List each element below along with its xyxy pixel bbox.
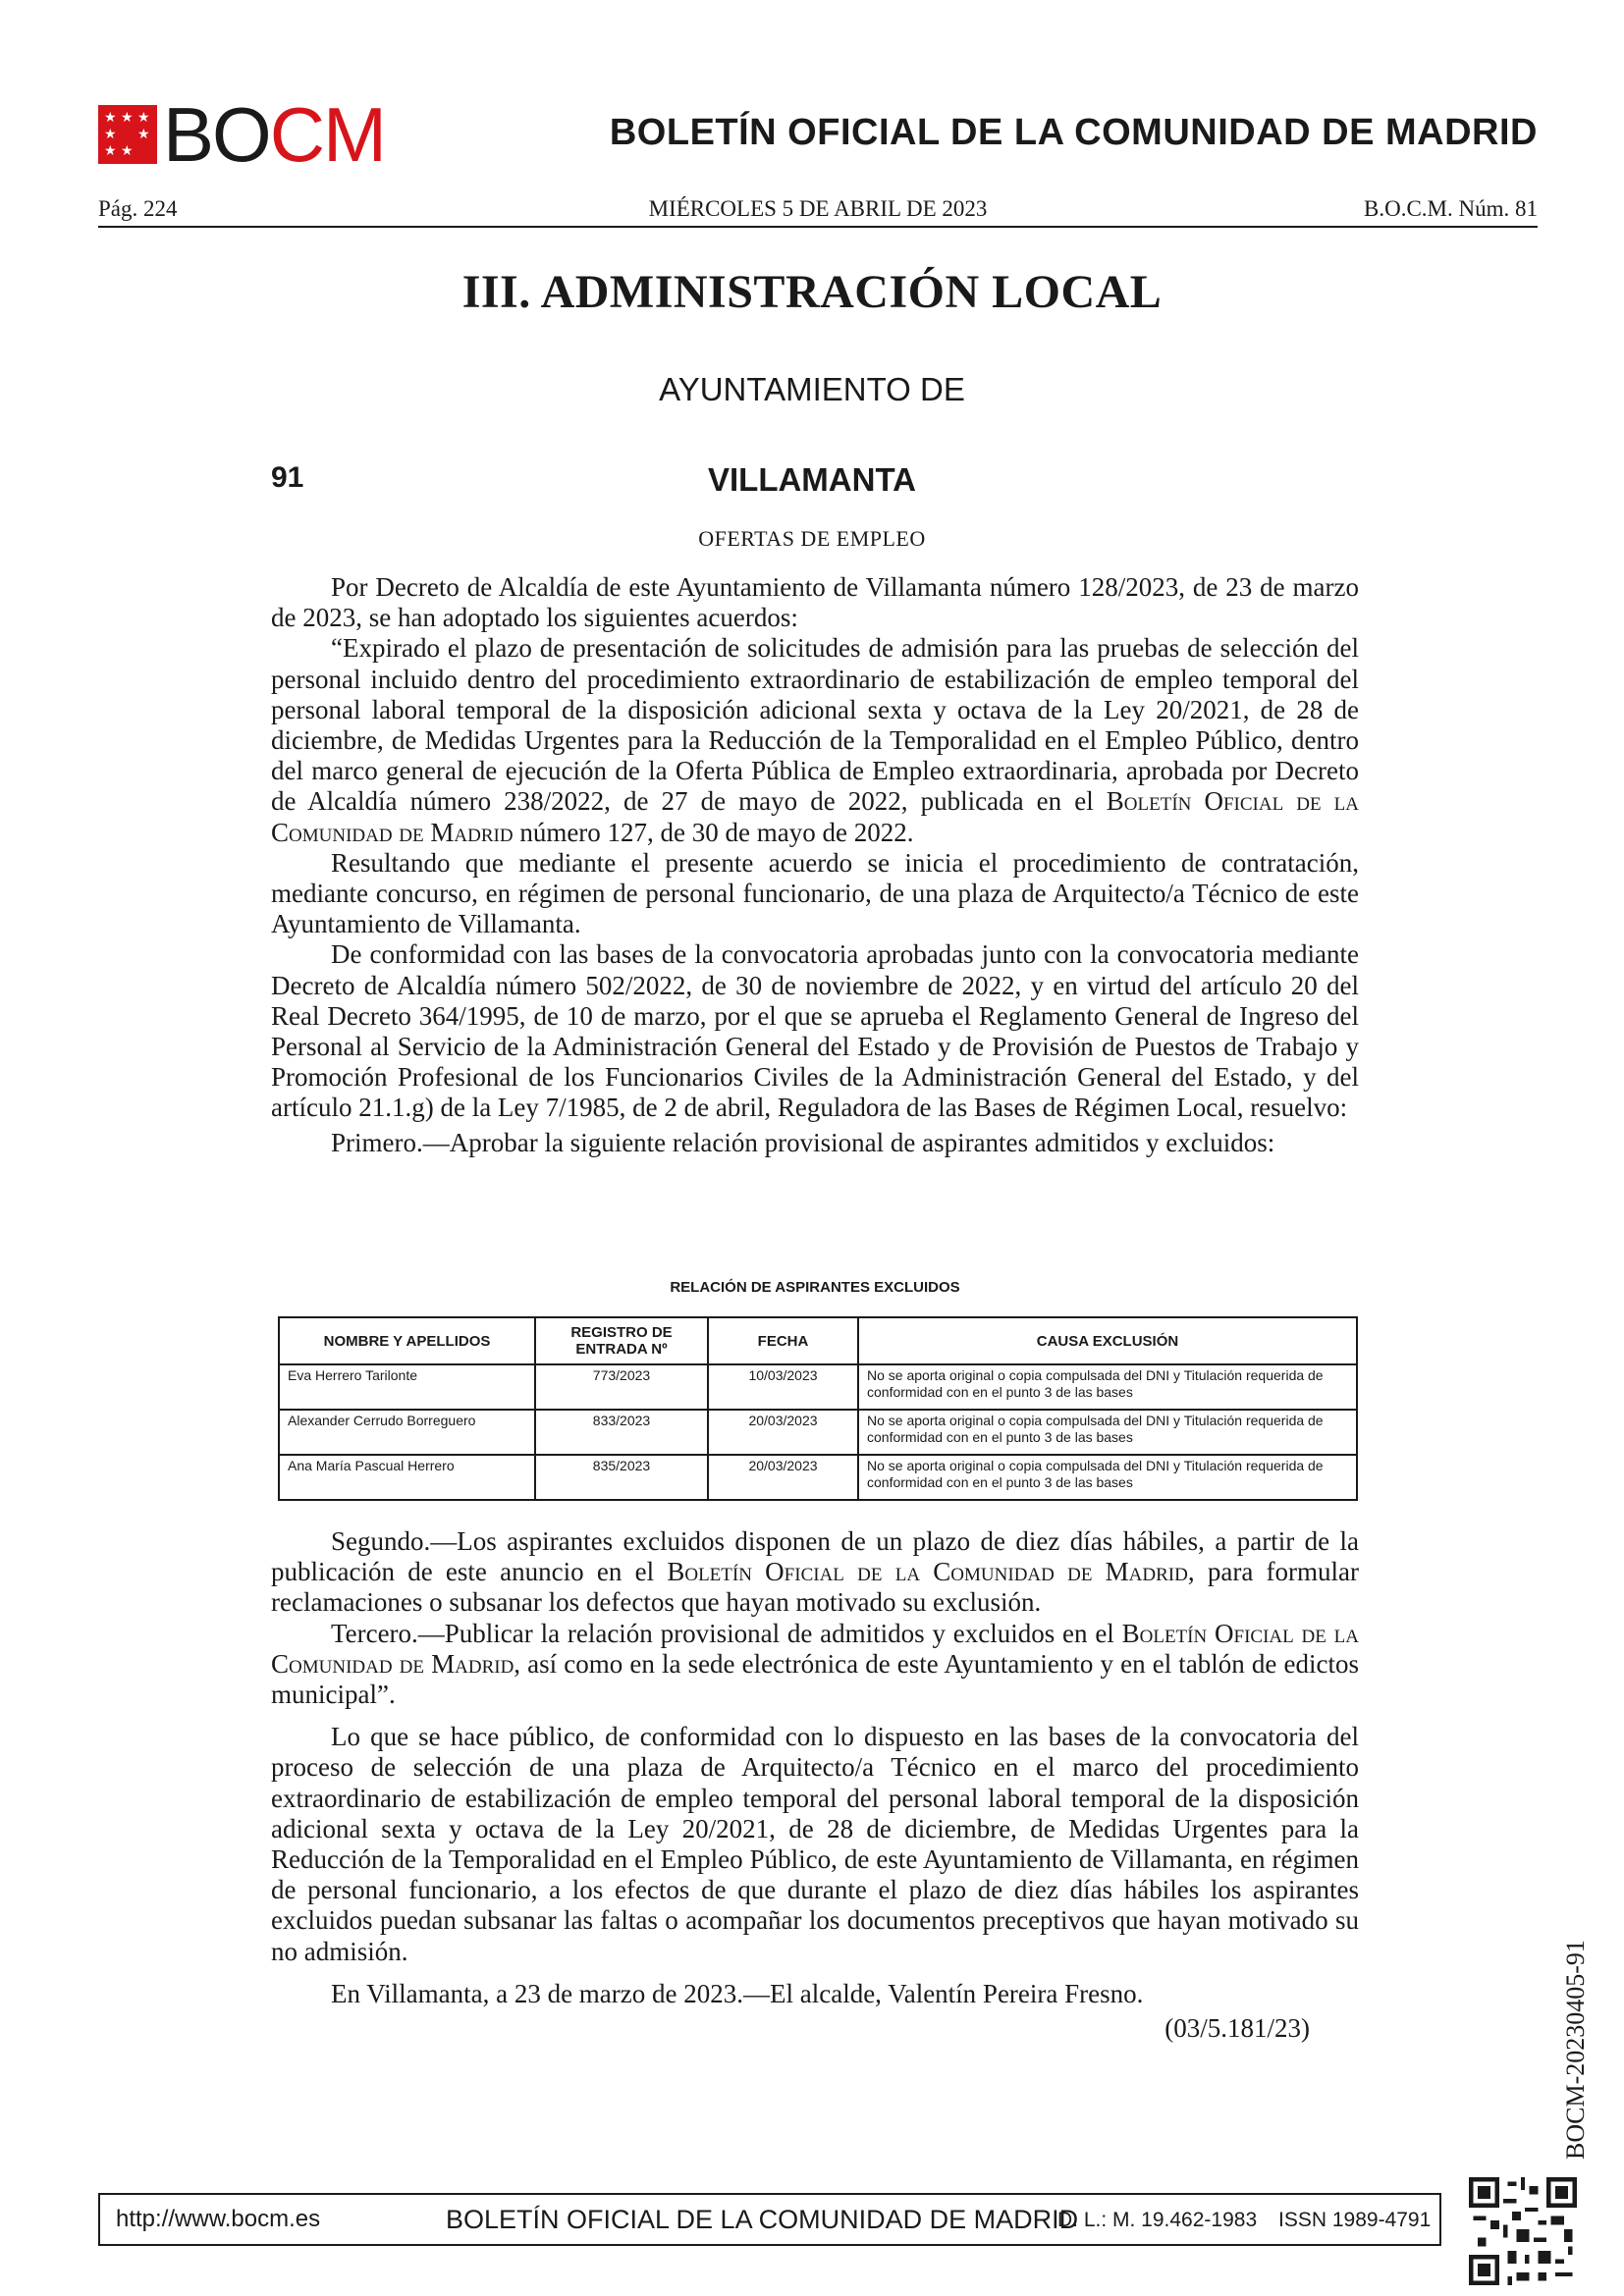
bocm-logo xyxy=(98,91,386,178)
masthead xyxy=(98,91,1538,178)
publication-date: MIÉRCOLES 5 DE ABRIL DE 2023 xyxy=(648,196,988,221)
footer-title: BOLETÍN OFICIAL DE LA COMUNIDAD DE MADRID xyxy=(446,2205,1079,2234)
announcement-number: 91 xyxy=(271,461,304,494)
paragraph: “Expirado el plazo de presentación de solicitudes de admisión para las pruebas de selección del personal incluido dentro del procedimiento extraordinario de estabilización de empleo temporal del personal laboral temporal de la disposición adicional sexta y octava de la Ley 20/2021, de 28 de diciembre, de Medidas Urgentes para la Reducción de la Temporalidad en el Empleo Público, dentro del marco general de ejecución de la Oferta Pública de Empleo extraordinaria, aprobada por Decreto de Alcaldía número 238/2022, de 27 de mayo de 2022, publicada en el Boletín Oficial de la Comunidad de Madrid número 127, de 30 de mayo de 2022. xyxy=(271,633,1359,847)
page-number: Pág. 224 xyxy=(98,196,178,221)
table-cell: 833/2023 xyxy=(535,1410,708,1455)
column-header: REGISTRO DE ENTRADA Nº xyxy=(535,1317,708,1364)
excluded-applicants-table xyxy=(278,1316,1358,1501)
paragraph: Primero.—Aprobar la siguiente relación provisional de aspirantes admitidos y excluidos: xyxy=(331,1127,1275,1157)
column-header: FECHA xyxy=(708,1317,858,1364)
body-lower xyxy=(271,1526,1359,2044)
column-header: CAUSA EXCLUSIÓN xyxy=(858,1317,1357,1364)
table-cell: 835/2023 xyxy=(535,1455,708,1500)
ayuntamiento-label: AYUNTAMIENTO DE xyxy=(659,371,965,407)
table-cell: Alexander Cerrudo Borreguero xyxy=(279,1410,535,1455)
table-caption: RELACIÓN DE ASPIRANTES EXCLUIDOS xyxy=(670,1279,960,1296)
qr-code-icon xyxy=(1469,2177,1577,2285)
logo-text: BOCM xyxy=(163,91,386,178)
table-row xyxy=(279,1410,1357,1455)
madrid-flag-icon: ★ ★ ★ ★ ★ ★ ★ xyxy=(98,105,157,164)
document-code: BOCM-20230405-91 xyxy=(1561,1940,1590,2160)
announcement-subject: OFERTAS DE EMPLEO xyxy=(698,526,926,551)
website-link[interactable]: http://www.bocm.es xyxy=(116,2206,321,2232)
table-row xyxy=(279,1455,1357,1500)
table-cell: 10/03/2023 xyxy=(708,1364,858,1410)
paragraph: Resultando que mediante el presente acuerdo se inicia el procedimiento de contratación, mediante concurso, en régimen de personal funcionario, de una plaza de Arquitecto/a Técnico de este Ayuntamiento de Villamanta. xyxy=(271,847,1359,939)
table-cell: No se aporta original o copia compulsada del DNI y Titulación requerida de conformidad con en el punto 3 de las bases xyxy=(858,1364,1357,1410)
table-cell: 20/03/2023 xyxy=(708,1410,858,1455)
page-subheader xyxy=(98,192,1538,228)
signature-line: En Villamanta, a 23 de marzo de 2023.—El alcalde, Valentín Pereira Fresno. xyxy=(331,1978,1144,2008)
table-cell: Eva Herrero Tarilonte xyxy=(279,1364,535,1410)
municipality-name: VILLAMANTA xyxy=(707,461,917,498)
paragraph: Segundo.—Los aspirantes excluidos disponen de un plazo de diez días hábiles, a partir de la publicación de este anuncio en el Boletín Oficial de la Comunidad de Madrid, para formular reclamaciones o subsanar los defectos que hayan motivado su exclusión. xyxy=(271,1526,1360,1618)
table-row xyxy=(279,1364,1357,1410)
table-header-row xyxy=(279,1317,1357,1364)
issue-number: B.O.C.M. Núm. 81 xyxy=(1364,196,1538,221)
paragraph: De conformidad con las bases de la convocatoria aprobadas junto con la convocatoria mediante Decreto de Alcaldía número 502/2022, de 30 de noviembre de 2022, y en virtud del artículo 20 del Real Decreto 364/1995, de 10 de marzo, por el que se aprueba el Reglamento General de Ingreso del Personal al Servicio de la Administración General del Estado y de Provisión de Puestos de Trabajo y Promoción Profesional de los Funcionarios Civiles de la Administración General del Estado, y del artículo 21.1.g) de la Ley 7/1985, de 2 de abril, Reguladora de las Bases de Régimen Local, resuelvo: xyxy=(271,939,1359,1123)
table-cell: 773/2023 xyxy=(535,1364,708,1410)
paragraph: Lo que se hace público, de conformidad con lo dispuesto en las bases de la convocatoria del proceso de selección de una plaza de Arquitecto/a Técnico en el marco del procedimiento extraordinario de estabilización de empleo temporal del personal laboral temporal de la disposición adicional sexta y octava de la Ley 20/2021, de 28 de diciembre, de Medidas Urgentes para la Reducción de la Temporalidad en el Empleo Público, de este Ayuntamiento de Villamanta, en régimen de personal funcionario, a los efectos de que durante el plazo de diez días hábiles los aspirantes excluidos puedan subsanar las faltas o acompañar los documentos preceptivos que hayan motivado su no admisión. xyxy=(271,1722,1359,1966)
table-cell: No se aporta original o copia compulsada del DNI y Titulación requerida de conformidad con en el punto 3 de las bases xyxy=(858,1455,1357,1500)
paragraph: Por Decreto de Alcaldía de este Ayuntamiento de Villamanta número 128/2023, de 23 de marzo de 2023, se han adoptado los siguientes acuerdos: xyxy=(271,572,1359,633)
table-cell: No se aporta original o copia compulsada del DNI y Titulación requerida de conformidad con en el punto 3 de las bases xyxy=(858,1410,1357,1455)
column-header: NOMBRE Y APELLIDOS xyxy=(279,1317,535,1364)
page-footer xyxy=(98,2193,1441,2246)
table-cell: Ana María Pascual Herrero xyxy=(279,1455,535,1500)
legal-deposit: D. L.: M. 19.462-1983 xyxy=(1057,2209,1258,2231)
reference-code: (03/5.181/23) xyxy=(1164,2013,1310,2044)
paragraph: Tercero.—Publicar la relación provisional de admitidos y excluidos en el Boletín Oficial de la Comunidad de Madrid, así como en la sede electrónica de este Ayuntamiento y en el tablón de edictos municipal”. xyxy=(271,1618,1359,1710)
publication-title: BOLETÍN OFICIAL DE LA COMUNIDAD DE MADRID xyxy=(609,112,1538,153)
body-upper xyxy=(271,572,1359,1158)
section-title: III. ADMINISTRACIÓN LOCAL xyxy=(461,266,1163,318)
table-cell: 20/03/2023 xyxy=(708,1455,858,1500)
issn: ISSN 1989-4791 xyxy=(1278,2209,1432,2231)
